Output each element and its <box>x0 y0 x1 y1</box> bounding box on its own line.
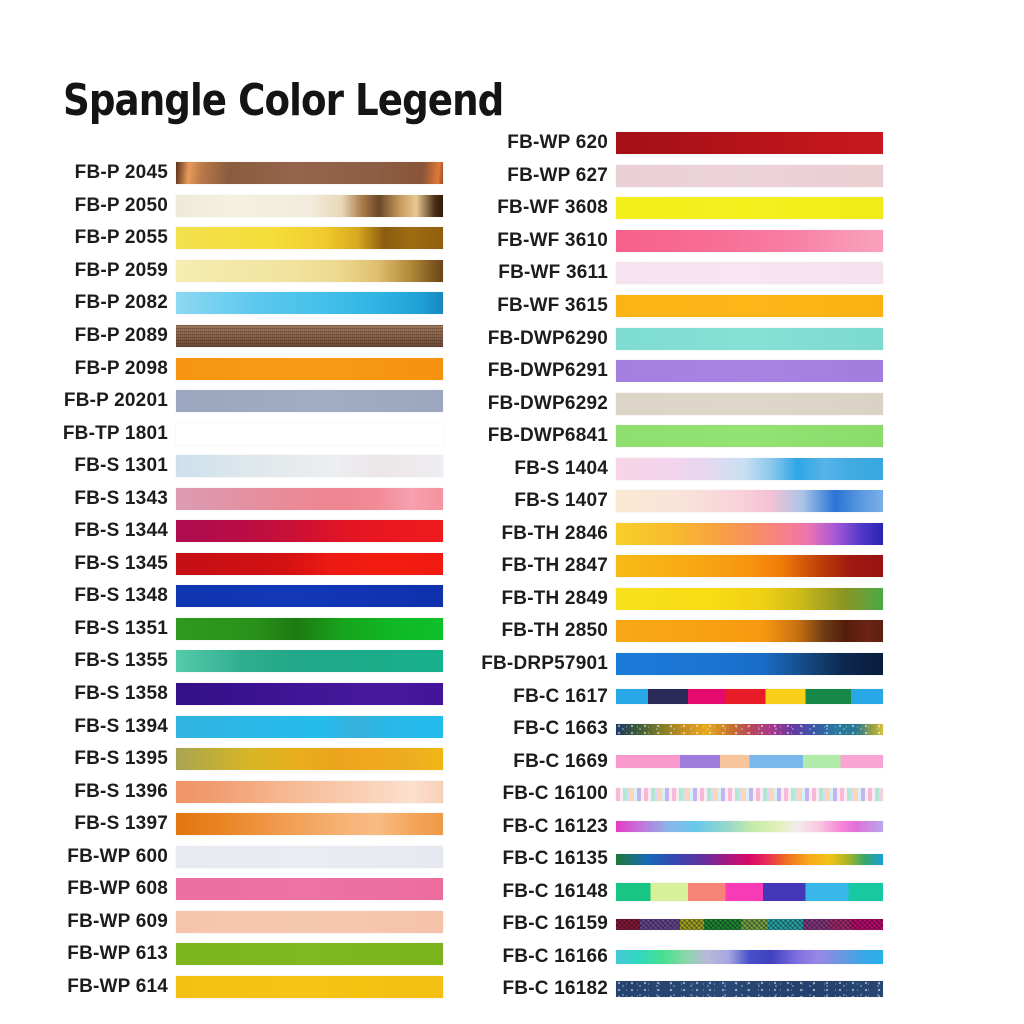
swatch-label: FB-S 1397 <box>74 813 168 835</box>
legend-row <box>349 192 883 225</box>
swatch-label: FB-S 1395 <box>74 748 168 770</box>
legend-row <box>349 941 883 974</box>
swatch-label: FB-DWP6841 <box>487 425 608 447</box>
color-swatch <box>616 165 883 187</box>
color-swatch <box>616 788 883 801</box>
swatch-label: FB-TP 1801 <box>62 422 168 444</box>
color-swatch <box>616 523 883 545</box>
legend-row <box>349 485 883 518</box>
color-swatch <box>616 230 883 252</box>
swatch-label: FB-S 1358 <box>74 683 168 705</box>
color-swatch <box>616 197 883 219</box>
color-swatch <box>616 755 883 768</box>
color-swatch <box>616 425 883 447</box>
swatch-label: FB-S 1348 <box>74 585 168 607</box>
color-swatch <box>616 393 883 415</box>
legend-row <box>349 127 883 160</box>
swatch-label: FB-C 16166 <box>502 945 608 967</box>
color-swatch <box>616 555 883 577</box>
swatch-label: FB-S 1351 <box>74 617 168 639</box>
legend-row <box>349 680 883 713</box>
swatch-label: FB-P 2050 <box>74 194 168 216</box>
swatch-label: FB-S 1394 <box>74 715 168 737</box>
swatch-label: FB-P 2082 <box>74 292 168 314</box>
legend-row <box>349 908 883 941</box>
swatch-label: FB-DWP6292 <box>487 392 608 414</box>
swatch-label: FB-TH 2850 <box>501 620 608 642</box>
legend-row <box>349 452 883 485</box>
swatch-label: FB-WP 613 <box>67 943 168 965</box>
legend-row <box>349 355 883 388</box>
legend-row <box>349 518 883 551</box>
legend-row <box>349 257 883 290</box>
color-swatch <box>616 262 883 284</box>
legend-row <box>349 160 883 193</box>
swatch-label: FB-S 1344 <box>74 520 168 542</box>
swatch-label: FB-WP 620 <box>507 132 608 154</box>
color-swatch <box>616 295 883 317</box>
swatch-label: FB-WF 3610 <box>497 229 608 251</box>
swatch-label: FB-WP 627 <box>507 164 608 186</box>
swatch-label: FB-WP 614 <box>67 975 168 997</box>
swatch-label: FB-S 1343 <box>74 487 168 509</box>
swatch-label: FB-C 16123 <box>502 815 608 837</box>
swatch-label: FB-DRP57901 <box>481 653 608 675</box>
color-swatch <box>616 724 883 735</box>
color-swatch <box>616 854 883 865</box>
color-swatch <box>616 653 883 675</box>
swatch-label: FB-TH 2847 <box>501 555 608 577</box>
legend-row <box>349 615 883 648</box>
swatch-label: FB-WF 3611 <box>498 262 608 284</box>
color-swatch <box>616 883 883 901</box>
swatch-label: FB-P 2059 <box>74 259 168 281</box>
legend-row <box>349 387 883 420</box>
swatch-label: FB-C 1663 <box>513 718 608 740</box>
swatch-label: FB-C 16148 <box>502 880 608 902</box>
color-swatch <box>616 360 883 382</box>
swatch-label: FB-C 16135 <box>502 848 608 870</box>
swatch-label: FB-TH 2846 <box>501 522 608 544</box>
color-swatch <box>616 490 883 512</box>
legend-row <box>349 583 883 616</box>
legend-row <box>349 322 883 355</box>
legend-row <box>349 290 883 323</box>
color-swatch <box>616 620 883 642</box>
color-swatch <box>616 950 883 964</box>
swatch-label: FB-P 20201 <box>63 390 168 412</box>
color-swatch <box>616 588 883 610</box>
swatch-label: FB-P 2055 <box>74 227 168 249</box>
legend-column-right <box>349 127 883 1006</box>
swatch-label: FB-S 1355 <box>74 650 168 672</box>
swatch-label: FB-S 1345 <box>74 552 168 574</box>
legend-row <box>349 745 883 778</box>
legend-row <box>349 225 883 258</box>
swatch-label: FB-WP 609 <box>67 910 168 932</box>
swatch-label: FB-WF 3608 <box>497 197 608 219</box>
swatch-label: FB-DWP6290 <box>487 327 608 349</box>
color-swatch <box>616 328 883 350</box>
swatch-label: FB-S 1404 <box>514 457 608 479</box>
legend-row <box>349 876 883 909</box>
color-swatch <box>616 821 883 832</box>
swatch-label: FB-S 1396 <box>74 780 168 802</box>
color-swatch <box>616 919 883 930</box>
color-swatch <box>616 689 883 704</box>
swatch-label: FB-WF 3615 <box>497 295 608 316</box>
legend-row <box>349 973 883 1006</box>
legend-row <box>349 550 883 583</box>
legend-row <box>349 420 883 453</box>
legend-row <box>349 778 883 811</box>
swatch-label: FB-C 16182 <box>502 978 608 1000</box>
color-swatch <box>616 981 883 997</box>
swatch-label: FB-P 2089 <box>74 325 168 346</box>
swatch-label: FB-P 2045 <box>74 162 168 184</box>
swatch-label: FB-C 1617 <box>513 685 608 707</box>
swatch-label: FB-DWP6291 <box>487 360 608 382</box>
swatch-label: FB-WP 600 <box>67 845 168 867</box>
swatch-label: FB-C 16100 <box>502 783 608 805</box>
legend-row <box>349 648 883 681</box>
swatch-label: FB-WP 608 <box>67 878 168 900</box>
swatch-label: FB-C 1669 <box>513 750 608 772</box>
swatch-label: FB-S 1301 <box>74 455 168 477</box>
legend-row <box>349 713 883 746</box>
swatch-label: FB-TH 2849 <box>501 587 608 609</box>
legend-row <box>349 843 883 876</box>
legend-row <box>349 810 883 843</box>
swatch-label: FB-C 16159 <box>502 913 608 935</box>
color-swatch <box>616 458 883 480</box>
swatch-label: FB-P 2098 <box>74 357 168 379</box>
swatch-label: FB-S 1407 <box>514 490 608 512</box>
page-title: Spangle Color Legend <box>63 76 504 126</box>
color-swatch <box>616 132 883 154</box>
